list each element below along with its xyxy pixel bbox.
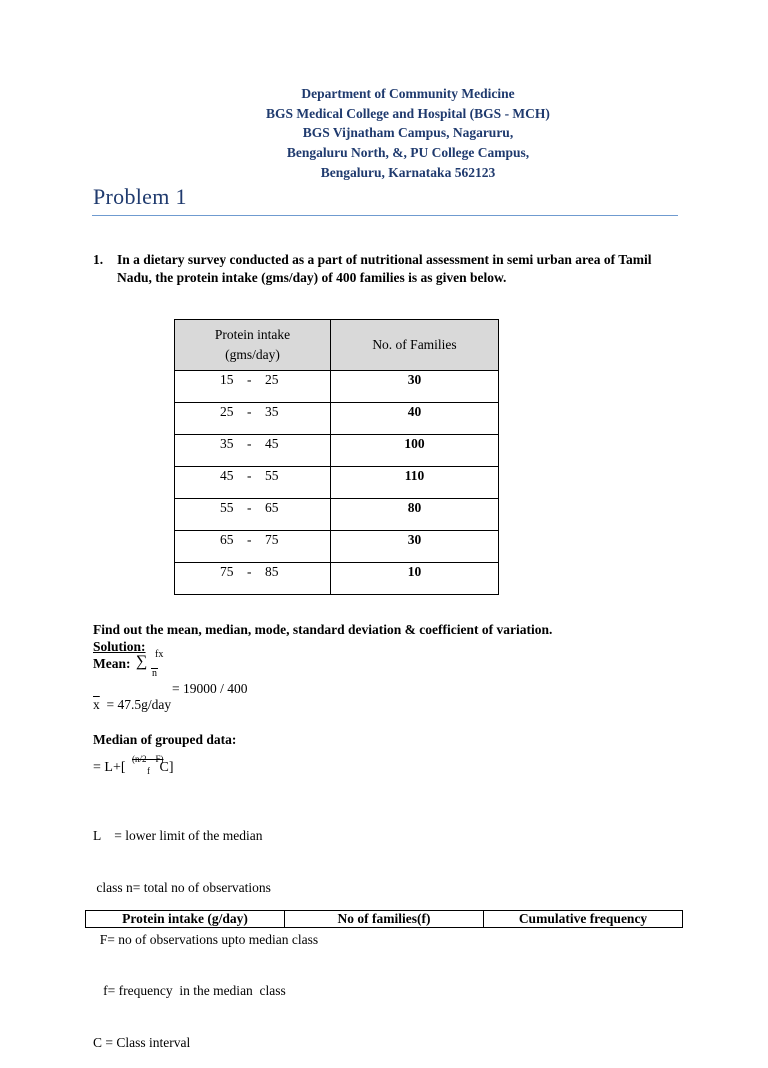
range-low: 45 [220, 468, 234, 483]
legend-line: F= no of observations upto median class [93, 931, 319, 947]
table-row [175, 435, 499, 467]
range-cell [175, 435, 331, 467]
formula-numerator: (n/2 – F) [132, 754, 164, 764]
range-low: 35 [220, 436, 234, 451]
question-text: In a dietary survey conducted as a part of nutritional assessment in semi urban area of Tamil Nadu, the protein intake (gms/day) of 400 families is as given below. [117, 252, 652, 285]
solution-label: Solution: [93, 639, 146, 654]
xbar-symbol: $\overline{x}$ [93, 697, 100, 712]
header-protein-intake-line1: Protein intake [214, 327, 291, 342]
families-cell: 10 [331, 563, 499, 595]
range-low: 65 [220, 532, 234, 547]
families-cell: 100 [331, 435, 499, 467]
range-high: 85 [265, 564, 279, 579]
range-cell [175, 467, 331, 499]
xbar-value: = 47.5g/day [106, 697, 172, 712]
header-line-4: Bengaluru North, &, PU College Campus, [286, 145, 530, 161]
range-sep: - [247, 372, 252, 387]
header-protein-intake [175, 320, 331, 371]
question-number: 1. [93, 252, 104, 267]
table-header-row [86, 911, 683, 928]
range-high: 35 [265, 404, 279, 419]
page-title: Problem 1 [93, 184, 187, 209]
mean-numerator: fx [155, 649, 164, 660]
header-line-5: Bengaluru, Karnataka 562123 [320, 164, 496, 180]
range-sep: - [247, 500, 252, 515]
range-sep: - [247, 436, 252, 451]
mean-result [93, 697, 171, 713]
formula-prefix: = L+[ [93, 760, 126, 775]
range-sep: - [247, 468, 252, 483]
range-low: 15 [220, 372, 234, 387]
title-underline [92, 215, 678, 216]
header-line-2: BGS Medical College and Hospital (BGS - MCH) [266, 105, 550, 121]
header-protein-intake: Protein intake (g/day) [86, 911, 285, 928]
range-high: 55 [265, 468, 279, 483]
header-cumulative-frequency: Cumulative frequency [484, 911, 683, 928]
find-instruction: Find out the mean, median, mode, standard deviation & coefficient of variation. [93, 622, 553, 637]
range-low: 75 [220, 564, 234, 579]
median-heading: Median of grouped data: [93, 732, 237, 747]
median-legend [93, 793, 318, 1068]
table-row [175, 371, 499, 403]
range-cell [175, 371, 331, 403]
mean-denominator: n [152, 668, 157, 679]
range-cell [175, 531, 331, 563]
protein-intake-table [174, 319, 499, 595]
range-high: 45 [265, 436, 279, 451]
table-header-row [175, 320, 499, 371]
legend-line: C = Class interval [93, 1034, 191, 1050]
range-cell [175, 403, 331, 435]
range-low: 25 [220, 404, 234, 419]
table-row [175, 467, 499, 499]
families-cell: 30 [331, 371, 499, 403]
range-cell [175, 563, 331, 595]
families-cell: 80 [331, 499, 499, 531]
table-row [175, 531, 499, 563]
header-no-of-families: No. of Families [331, 320, 499, 371]
header-line-1: Department of Community Medicine [301, 86, 515, 101]
range-high: 75 [265, 532, 279, 547]
question-1 [93, 251, 683, 286]
mean-calculation: = 19000 / 400 [172, 681, 248, 696]
families-cell: 40 [331, 403, 499, 435]
header-protein-intake-line2: (gms/day) [225, 347, 280, 362]
range-low: 55 [220, 500, 234, 515]
families-cell: 110 [331, 467, 499, 499]
legend-line: class n= total no of observations [93, 880, 271, 896]
institution-header [0, 84, 768, 183]
formula-denominator: f [147, 766, 150, 776]
cumulative-frequency-table [85, 910, 683, 928]
range-high: 25 [265, 372, 279, 387]
legend-line: L = lower limit of the median [93, 828, 263, 844]
header-line-3: BGS Vijnatham Campus, Nagaruru, [302, 125, 514, 141]
table-row [175, 499, 499, 531]
range-high: 65 [265, 500, 279, 515]
header-no-of-families: No of families(f) [285, 911, 484, 928]
mean-label: Mean: [93, 656, 131, 671]
legend-line: f= frequency in the median class [93, 983, 286, 999]
range-sep: - [247, 404, 252, 419]
range-sep: - [247, 564, 252, 579]
sigma-symbol: ∑ [136, 653, 148, 670]
range-sep: - [247, 532, 252, 547]
families-cell: 30 [331, 531, 499, 563]
table-row [175, 403, 499, 435]
range-cell [175, 499, 331, 531]
formula-suffix: C] [159, 760, 174, 775]
table-row [175, 563, 499, 595]
